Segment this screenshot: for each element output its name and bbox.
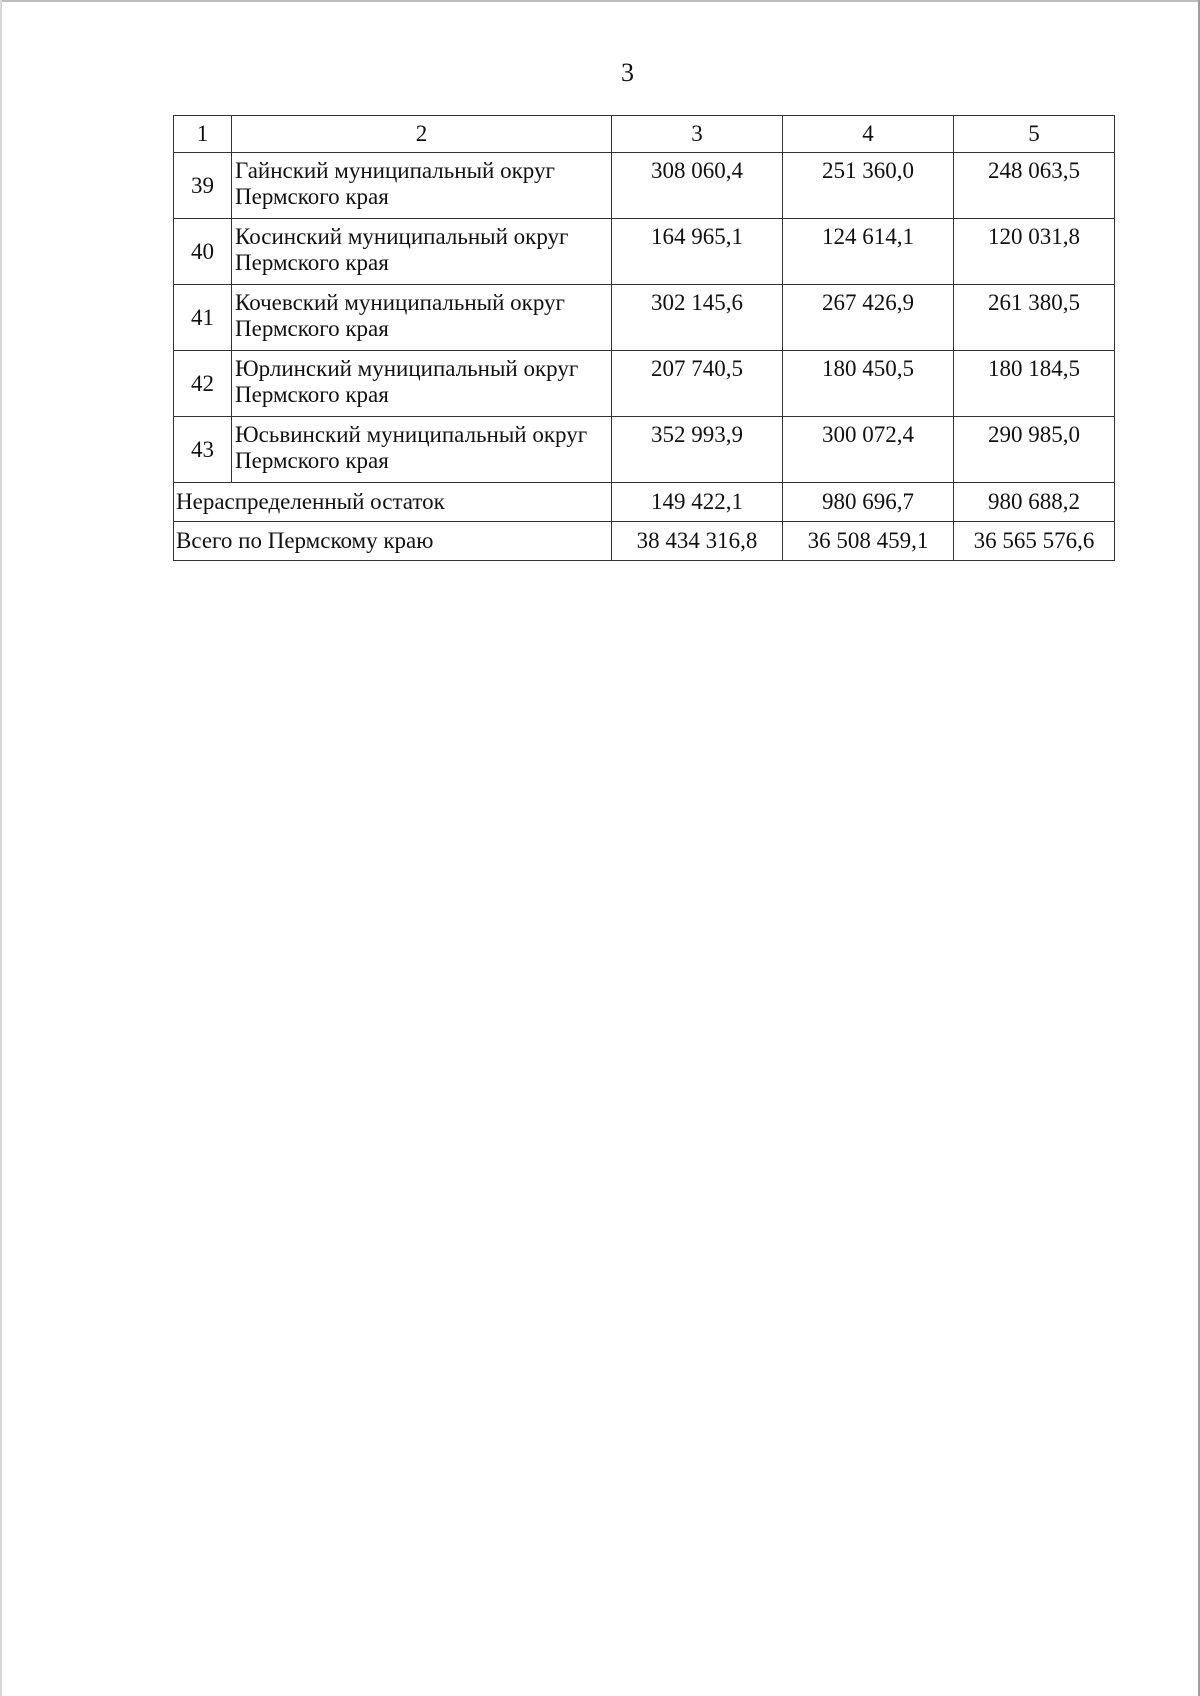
header-cell: 5 xyxy=(954,116,1115,153)
table-row xyxy=(174,417,1115,483)
value-cell: 302 145,6 xyxy=(612,285,783,351)
total-row xyxy=(174,522,1115,561)
name-line: Пермского края xyxy=(235,448,389,473)
row-number: 42 xyxy=(174,351,232,417)
unallocated-label: Нераспределенный остаток xyxy=(174,483,612,522)
municipality-name xyxy=(232,285,612,351)
name-line: Пермского края xyxy=(235,184,389,209)
value-cell: 352 993,9 xyxy=(612,417,783,483)
name-line: Гайнский муниципальный округ xyxy=(235,158,555,183)
value-cell: 267 426,9 xyxy=(783,285,954,351)
name-line: Юсьвинский муниципальный округ xyxy=(235,422,588,447)
total-label: Всего по Пермскому краю xyxy=(174,522,612,561)
value-cell: 36 565 576,6 xyxy=(954,522,1115,561)
municipality-name xyxy=(232,351,612,417)
municipality-name xyxy=(232,417,612,483)
value-cell: 980 696,7 xyxy=(783,483,954,522)
value-cell: 36 508 459,1 xyxy=(783,522,954,561)
value-cell: 248 063,5 xyxy=(954,153,1115,219)
name-line: Пермского края xyxy=(235,316,389,341)
name-line: Косинский муниципальный округ xyxy=(235,224,569,249)
unallocated-row xyxy=(174,483,1115,522)
table-row xyxy=(174,285,1115,351)
municipality-name xyxy=(232,219,612,285)
value-cell: 980 688,2 xyxy=(954,483,1115,522)
header-cell: 2 xyxy=(232,116,612,153)
name-line: Пермского края xyxy=(235,250,389,275)
value-cell: 251 360,0 xyxy=(783,153,954,219)
value-cell: 124 614,1 xyxy=(783,219,954,285)
name-line: Кочевский муниципальный округ xyxy=(235,290,565,315)
value-cell: 120 031,8 xyxy=(954,219,1115,285)
table-row xyxy=(174,219,1115,285)
name-line: Пермского края xyxy=(235,382,389,407)
value-cell: 180 450,5 xyxy=(783,351,954,417)
budget-table xyxy=(173,115,1115,561)
value-cell: 300 072,4 xyxy=(783,417,954,483)
row-number: 41 xyxy=(174,285,232,351)
value-cell: 180 184,5 xyxy=(954,351,1115,417)
municipality-name xyxy=(232,153,612,219)
row-number: 40 xyxy=(174,219,232,285)
scan-edge-top xyxy=(0,0,1200,2)
header-cell: 4 xyxy=(783,116,954,153)
header-cell: 3 xyxy=(612,116,783,153)
scan-edge-left xyxy=(0,0,2,1696)
value-cell: 149 422,1 xyxy=(612,483,783,522)
value-cell: 261 380,5 xyxy=(954,285,1115,351)
name-line: Юрлинский муниципальный округ xyxy=(235,356,579,381)
value-cell: 308 060,4 xyxy=(612,153,783,219)
value-cell: 38 434 316,8 xyxy=(612,522,783,561)
row-number: 39 xyxy=(174,153,232,219)
value-cell: 207 740,5 xyxy=(612,351,783,417)
header-cell: 1 xyxy=(174,116,232,153)
page-number: 3 xyxy=(621,58,634,87)
table-row xyxy=(174,351,1115,417)
row-number: 43 xyxy=(174,417,232,483)
value-cell: 164 965,1 xyxy=(612,219,783,285)
value-cell: 290 985,0 xyxy=(954,417,1115,483)
table-row xyxy=(174,153,1115,219)
table-header-row xyxy=(174,116,1115,153)
